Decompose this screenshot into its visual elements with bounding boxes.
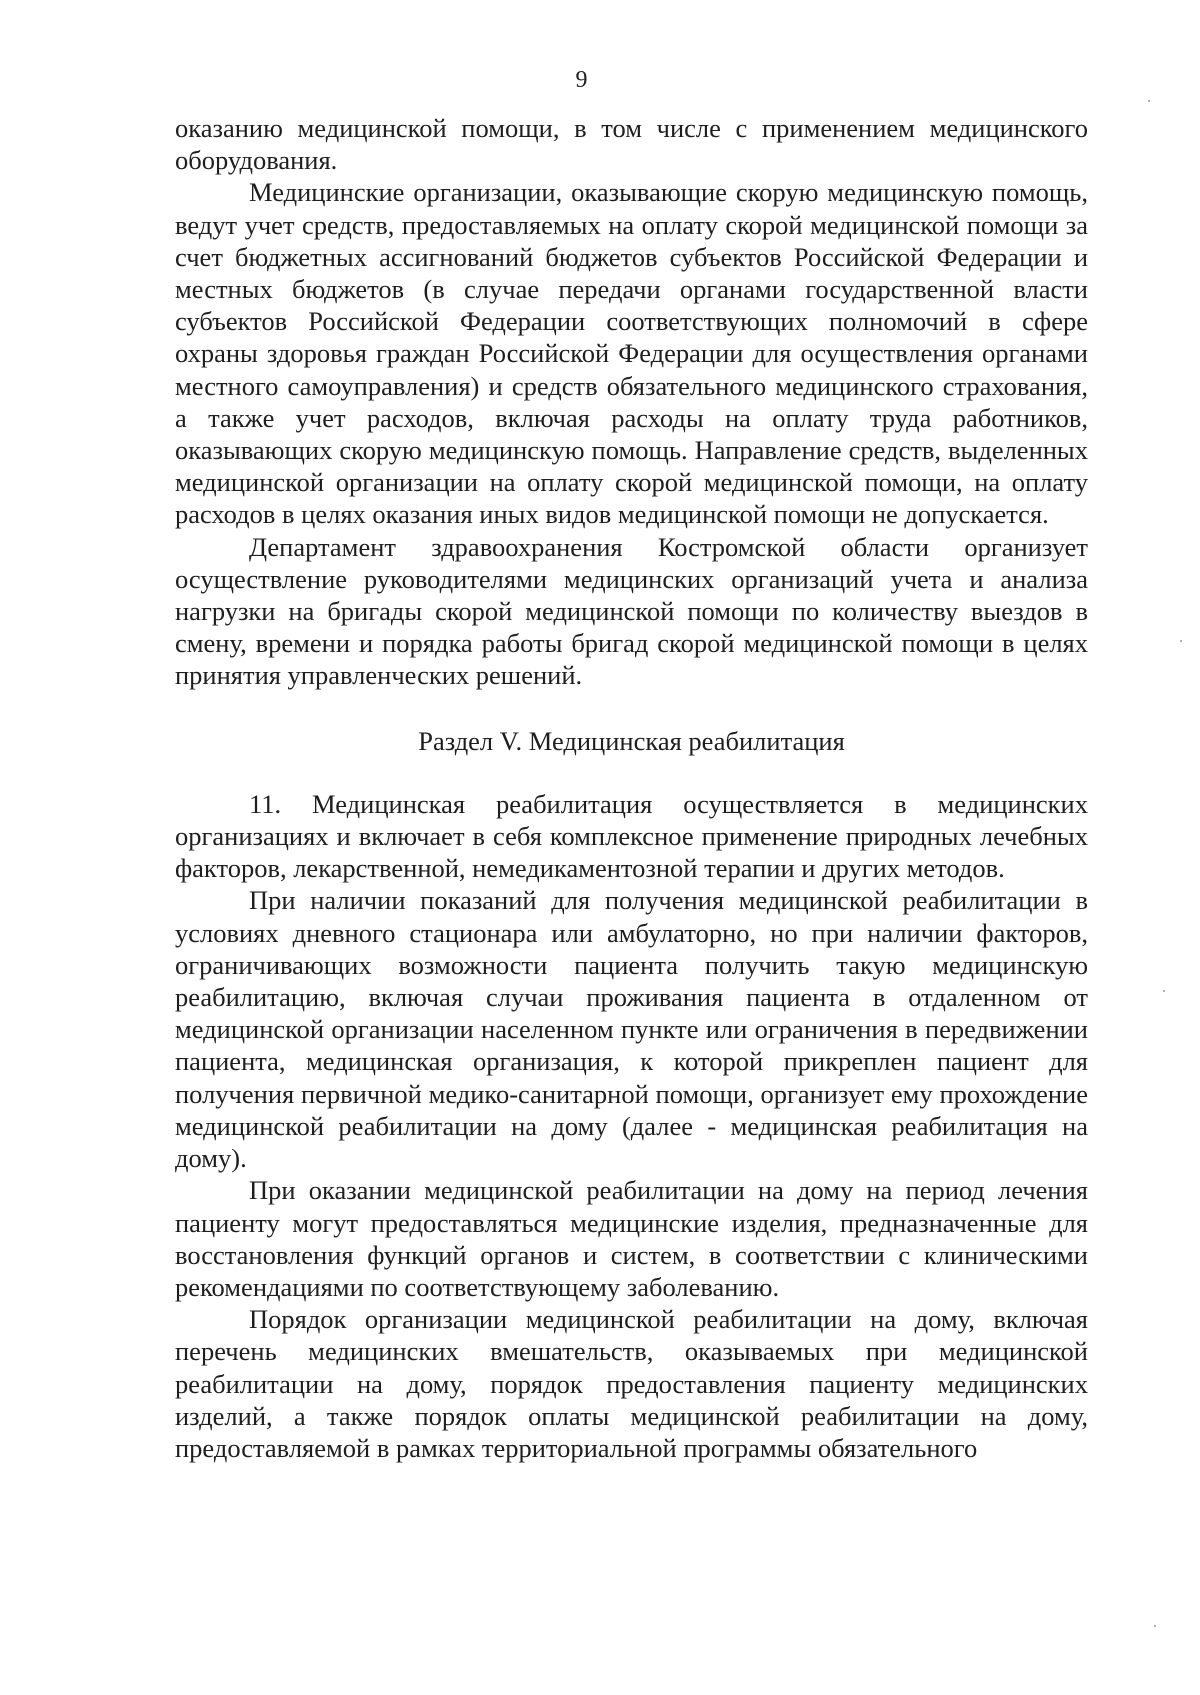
scan-speck bbox=[1154, 1625, 1156, 1627]
scan-speck bbox=[1163, 990, 1165, 992]
paragraph-medical-devices: При оказании медицинской реабилитации на дому на период лечения пациенту могут предоставляться медицинские изделия, предназначенные для восстановления функций органов и систем, в соответствии с клиническими рекомендациями по соответствующему заболеванию. bbox=[175, 1175, 1088, 1302]
section-heading: Раздел V. Медицинская реабилитация bbox=[418, 725, 845, 756]
paragraph-continuation: оказанию медицинской помощи, в том числе с применением медицинского оборудования. bbox=[175, 113, 1088, 176]
paragraph-procedure: Порядок организации медицинской реабилитации на дому, включая перечень медицинских вмешательств, оказываемых при медицинской реабилитации на дому, порядок предоставления пациенту медицинских изделий, а также порядок оплаты медицинской реабилитации на дому, предоставляемой в рамках территориальной программы обязательного bbox=[175, 1304, 1088, 1463]
paragraph-ambulance-funding: Медицинские организации, оказывающие скорую медицинскую помощь, ведут учет средств, предоставляемых на оплату скорой медицинской помощи за счет бюджетных ассигнований бюджетов субъектов Российской Федерации и местных бюджетов (в случае передачи органами государственной власти субъектов Российской Федерации соответствующих полномочий в сфере охраны здоровья граждан Российской Федерации для осуществления органами местного самоуправления) и средств обязательного медицинского страхования, а также учет расходов, включая расходы на оплату труда работников, оказывающих скорую медицинскую помощь. Направление средств, выделенных медицинской организации на оплату скорой медицинской помощи, на оплату расходов в целях оказания иных видов медицинской помощи не допускается. bbox=[175, 177, 1088, 530]
scan-speck bbox=[1148, 100, 1150, 102]
paragraph-rehabilitation-11: 11. Медицинская реабилитация осуществляется в медицинских организациях и включает в себя комплексное применение природных лечебных факторов, лекарственной, немедикаментозной терапии и других методов. bbox=[175, 788, 1088, 884]
scan-speck bbox=[1180, 640, 1182, 642]
paragraph-department-analysis: Департамент здравоохранения Костромской области организует осуществление руководителями медицинских организаций учета и анализа нагрузки на бригады скорой медицинской помощи по количеству выездов в смену, времени и порядка работы бригад скорой медицинской помощи в целях принятия управленческих решений. bbox=[175, 531, 1088, 691]
page-number: 9 bbox=[575, 67, 588, 93]
paragraph-home-rehabilitation: При наличии показаний для получения медицинской реабилитации в условиях дневного стационара или амбулаторно, но при наличии факторов, ограничивающих возможности пациента получить такую медицинскую реабилитацию, включая случаи проживания пациента в отдаленном от медицинской организации населенном пункте или ограничения в передвижении пациента, медицинская организация, к которой прикреплен пациент для получения первичной медико-санитарной помощи, организует ему прохождение медицинской реабилитации на дому (далее - медицинская реабилитация на дому). bbox=[175, 885, 1088, 1174]
document-body bbox=[175, 112, 1088, 1464]
